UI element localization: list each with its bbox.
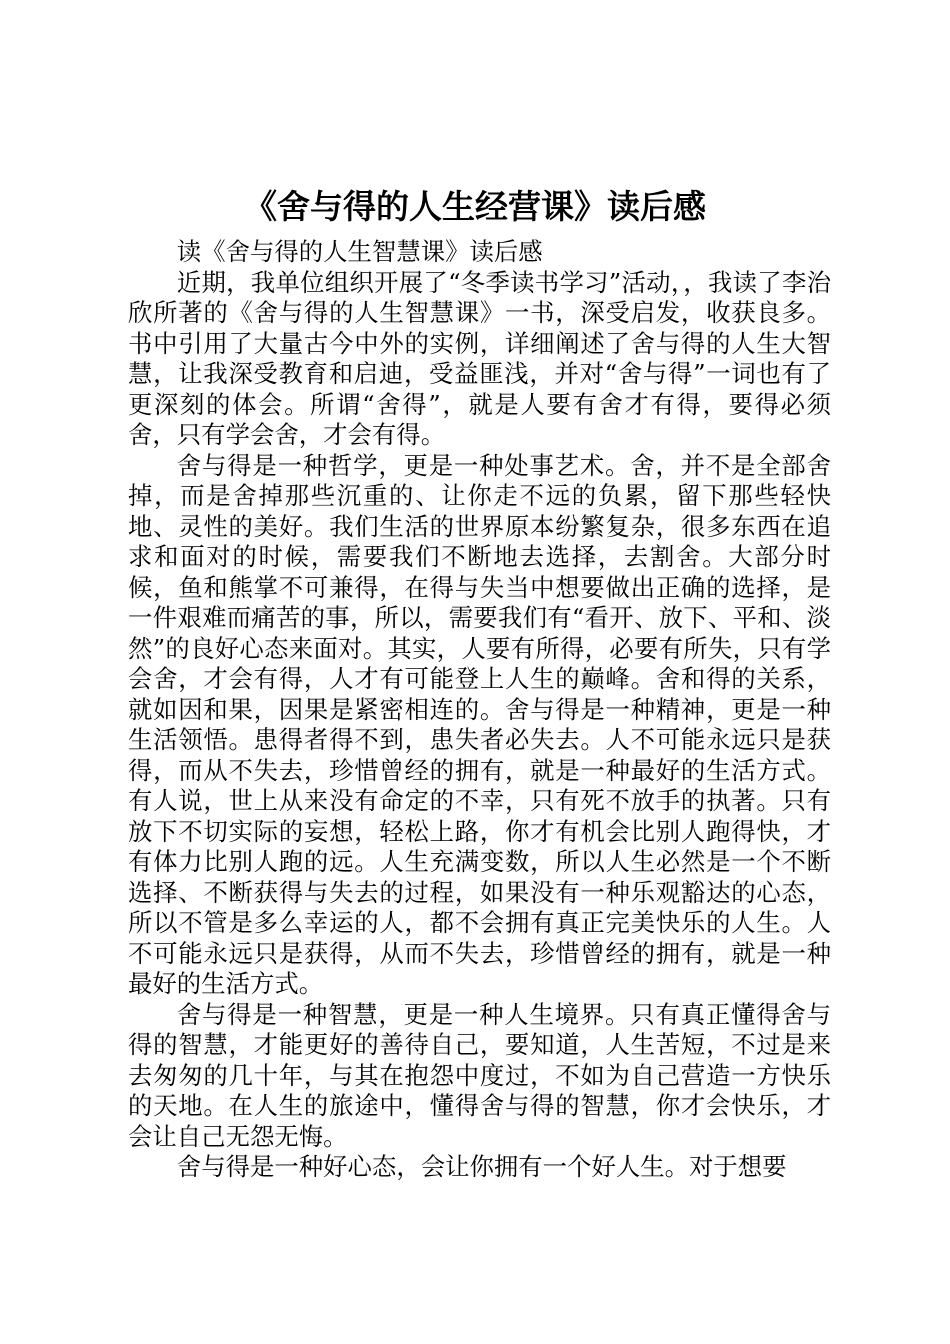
paragraph-1: 近期，我单位组织开展了“冬季读书学习”活动，，我读了李治欣所著的《舍与得的人生智慧课》一书，深受启发，收获良多。书中引用了大量古今中外的实例，详细阐述了舍与得的人生大智慧，让我深受教育和启迪，受益匪浅，并对“舍与得”一词也有了更深刻的体会。所谓“舍得”，就是人要有舍才有得，要得必须舍，只有学会舍，才会有得。 <box>128 267 831 449</box>
document-subtitle: 读《舍与得的人生智慧课》读后感 <box>176 237 543 266</box>
document-title: 《舍与得的人生经营课》读后感 <box>244 187 706 226</box>
paragraph-2: 舍与得是一种哲学，更是一种处事艺术。舍，并不是全部舍掉，而是舍掉那些沉重的、让你走不远的负累，留下那些轻快地、灵性的美好。我们生活的世界原本纷繁复杂，很多东西在追求和面对的时候，需要我们不断地去选择，去割舍。大部分时候，鱼和熊掌不可兼得，在得与失当中想要做出正确的选择，是一件艰难而痛苦的事，所以，需要我们有“看开、放下、平和、淡然”的良好心态来面对。其实，人要有所得，必要有所失，只有学会舍，才会有得，人才有可能登上人生的巅峰。舍和得的关系，就如因和果，因果是紧密相连的。舍与得是一种精神，更是一种生活领悟。患得者得不到，患失者必失去。人不可能永远只是获得，而从不失去，珍惜曾经的拥有，就是一种最好的生活方式。有人说，世上从来没有命定的不幸，只有死不放手的执著。只有放下不切实际的妄想，轻松上路，你才有机会比别人跑得快，才有体力比别人跑的远。人生充满变数，所以人生必然是一个不断选择、不断获得与失去的过程，如果没有一种乐观豁达的心态，所以不管是多么幸运的人，都不会拥有真正完美快乐的人生。人不可能永远只是获得，从而不失去，珍惜曾经的拥有，就是一种最好的生活方式。 <box>128 450 831 998</box>
paragraph-3: 舍与得是一种智慧，更是一种人生境界。只有真正懂得舍与得的智慧，才能更好的善待自己，要知道，人生苦短，不过是来去匆匆的几十年，与其在抱怨中度过，不如为自己营造一方快乐的天地。在人生的旅途中，懂得舍与得的智慧，你才会快乐，才会让自己无怨无悔。 <box>128 999 831 1151</box>
paragraph-4: 舍与得是一种好心态，会让你拥有一个好人生。对于想要 <box>176 1152 787 1181</box>
document-body <box>128 237 831 1183</box>
